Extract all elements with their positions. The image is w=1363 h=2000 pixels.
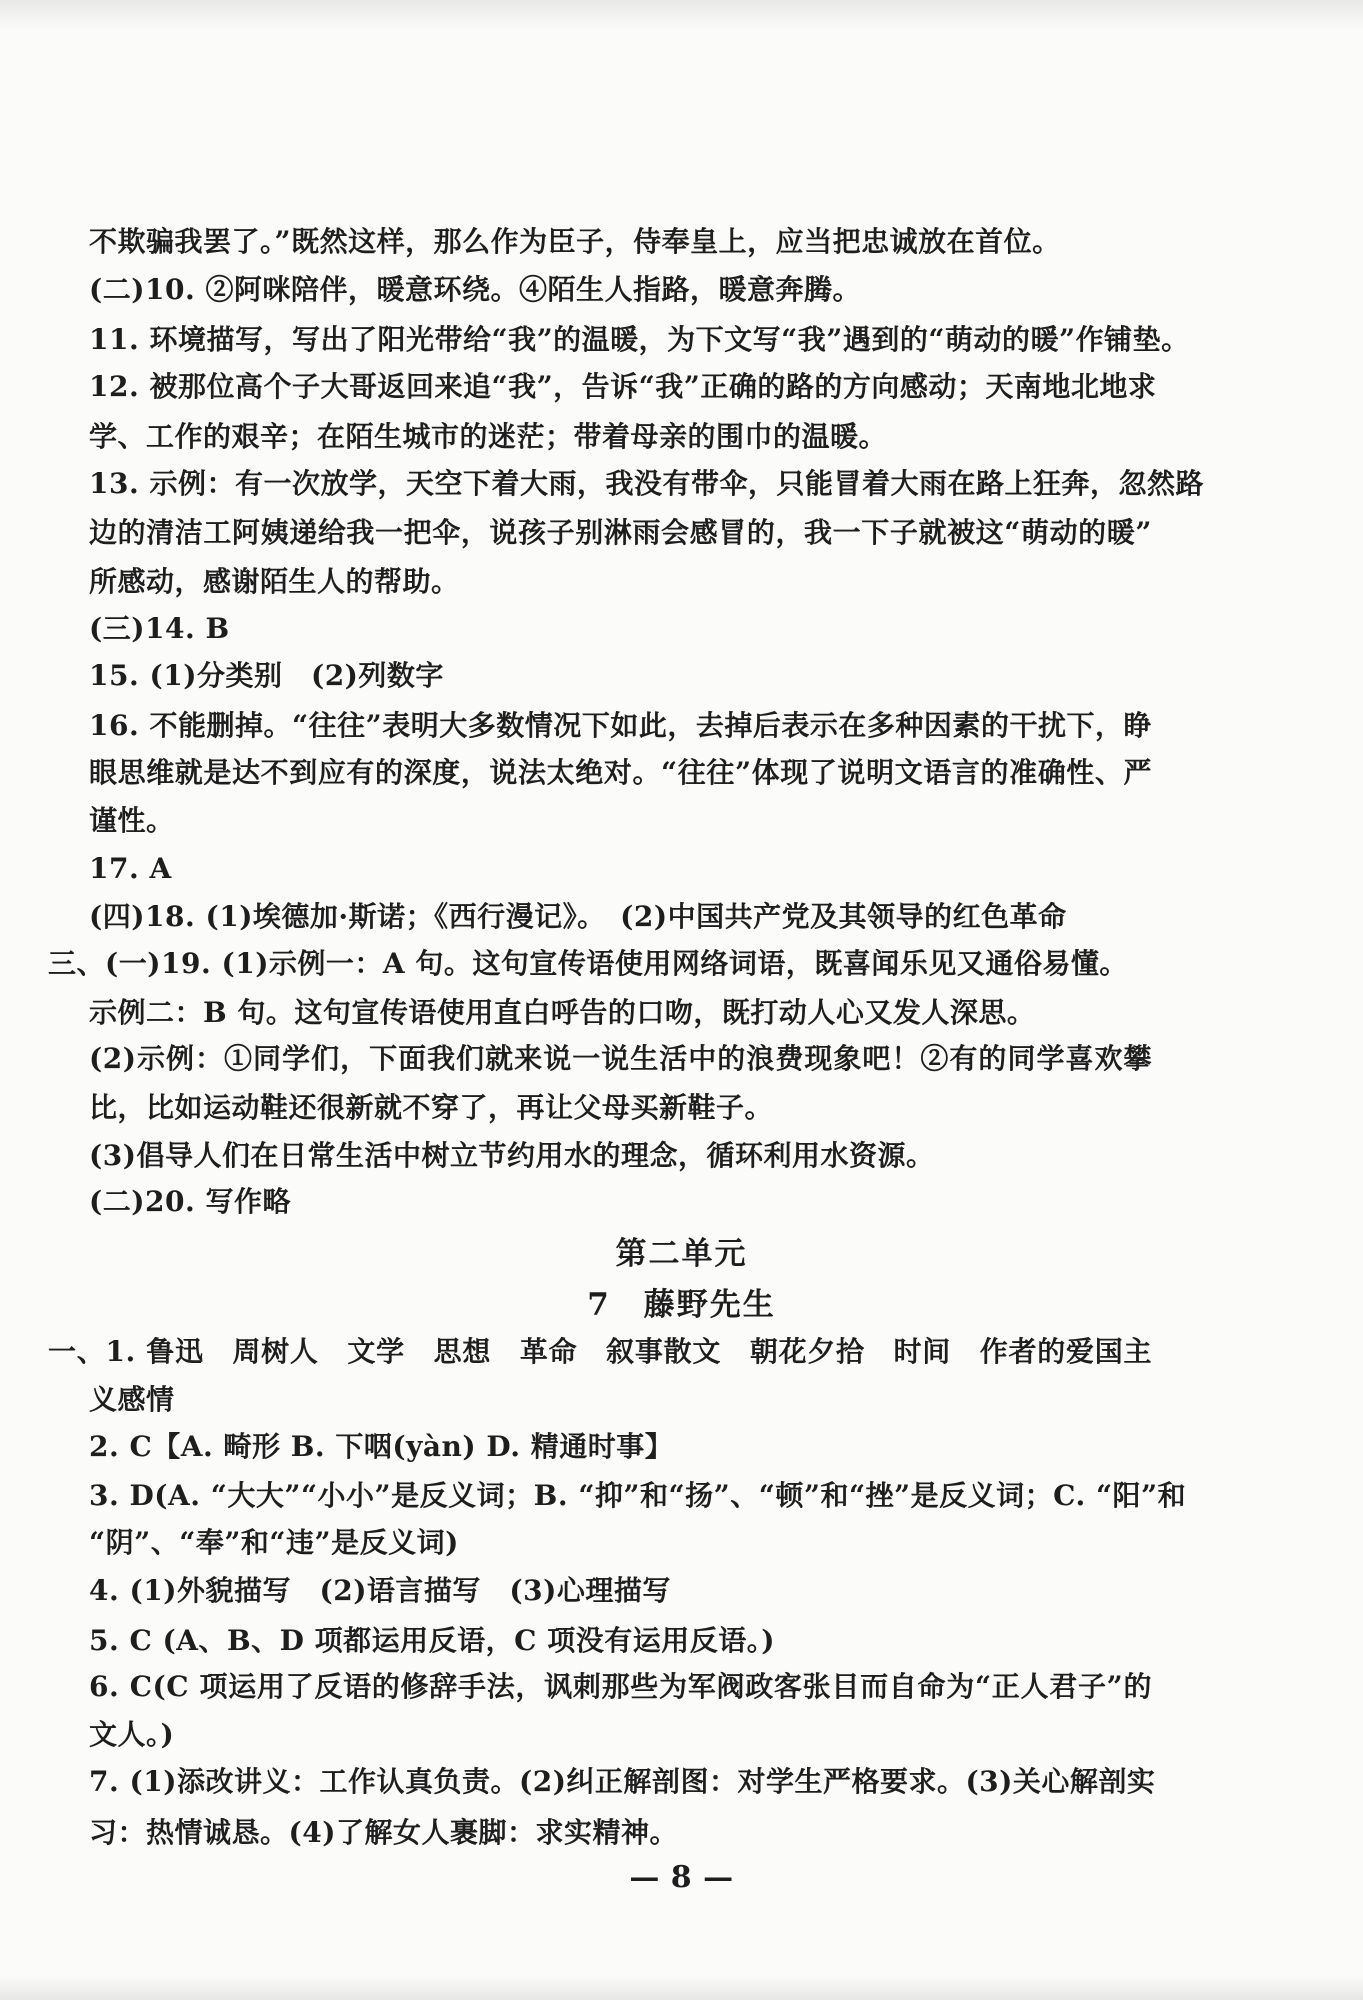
text-line: 15. (1)分类别 (2)列数字 (89, 659, 444, 692)
text-line: 13. 示例：有一次放学，天空下着大雨，我没有带伞，只能冒着大雨在路上狂奔，忽然路 (89, 467, 1204, 500)
text-line: 4. (1)外貌描写 (2)语言描写 (3)心理描写 (89, 1574, 671, 1607)
text-line: 17. A (89, 852, 172, 885)
text-line: 示例二：B 句。这句宣传语使用直白呼告的口吻，既打动人心又发人深思。 (89, 996, 1036, 1029)
text-line: (3)倡导人们在日常生活中树立节约用水的理念，循环利用水资源。 (89, 1139, 935, 1172)
text-line: 边的清洁工阿姨递给我一把伞，说孩子别淋雨会感冒的，我一下子就被这“萌动的暖” (89, 516, 1152, 549)
scan-edge-top (0, 0, 1363, 30)
text-line: 6. C(C 项运用了反语的修辞手法，讽刺那些为军阀政客张目而自命为“正人君子”的 (89, 1670, 1152, 1703)
text-line: 5. C (A、B、D 项都运用反语，C 项没有运用反语。) (89, 1624, 775, 1657)
lesson-heading: 7 藤野先生 (587, 1287, 776, 1323)
text-line: 学、工作的艰辛；在陌生城市的迷茫；带着母亲的围巾的温暖。 (89, 420, 888, 453)
text-line: 7. (1)添改讲义：工作认真负责。(2)纠正解剖图：对学生严格要求。(3)关心解剖实 (89, 1765, 1156, 1798)
text-line: 习：热情诚恳。(4)了解女人裹脚：求实精神。 (89, 1816, 678, 1849)
text-line: (四)18. (1)埃德加·斯诺；《西行漫记》。 (2)中国共产党及其领导的红色革命 (89, 900, 1067, 933)
text-line: 11. 环境描写，写出了阳光带给“我”的温暖，为下文写“我”遇到的“萌动的暖”作铺垫。 (89, 323, 1190, 356)
text-line: 义感情 (89, 1383, 175, 1416)
text-line: 一、1. 鲁迅 周树人 文学 思想 革命 叙事散文 朝花夕拾 时间 作者的爱国主 (48, 1335, 1152, 1368)
page-number: — 8 — (629, 1860, 734, 1895)
text-line: 所感动，感谢陌生人的帮助。 (89, 565, 460, 598)
text-line: 12. 被那位高个子大哥返回来追“我”，告诉“我”正确的路的方向感动；天南地北地求 (89, 370, 1157, 403)
text-line: (三)14. B (89, 612, 230, 645)
unit-heading: 第二单元 (615, 1236, 748, 1272)
text-line: 文人。) (89, 1718, 175, 1751)
text-line: 2. C【A. 畸形 B. 下咽(yàn) D. 精通时事】 (89, 1430, 674, 1463)
text-line: 3. D(A. “大大”“小小”是反义词；B. “抑”和“扬”、“顿”和“挫”是反义词；C. “阳”和 (89, 1479, 1187, 1512)
scan-edge-bottom (0, 1976, 1363, 2000)
text-line: 比，比如运动鞋还很新就不穿了，再让父母买新鞋子。 (89, 1091, 774, 1124)
text-line: (二)20. 写作略 (89, 1185, 291, 1218)
text-line: 不欺骗我罢了。”既然这样，那么作为臣子，侍奉皇上，应当把忠诚放在首位。 (89, 225, 1061, 258)
text-line: 眼思维就是达不到应有的深度，说法太绝对。“往往”体现了说明文语言的准确性、严 (89, 756, 1152, 789)
text-line: 16. 不能删掉。“往往”表明大多数情况下如此，去掉后表示在多种因素的干扰下，睁 (89, 709, 1152, 742)
text-line: 三、(一)19. (1)示例一：A 句。这句宣传语使用网络词语，既喜闻乐见又通俗易懂。 (48, 947, 1128, 980)
text-line: (2)示例：①同学们，下面我们就来说一说生活中的浪费现象吧！②有的同学喜欢攀 (89, 1042, 1152, 1075)
text-line: 谨性。 (89, 804, 175, 837)
text-line: “阴”、“奉”和“违”是反义词) (89, 1526, 459, 1559)
text-line: (二)10. ②阿咪陪伴，暖意环绕。④陌生人指路，暖意奔腾。 (89, 273, 861, 306)
